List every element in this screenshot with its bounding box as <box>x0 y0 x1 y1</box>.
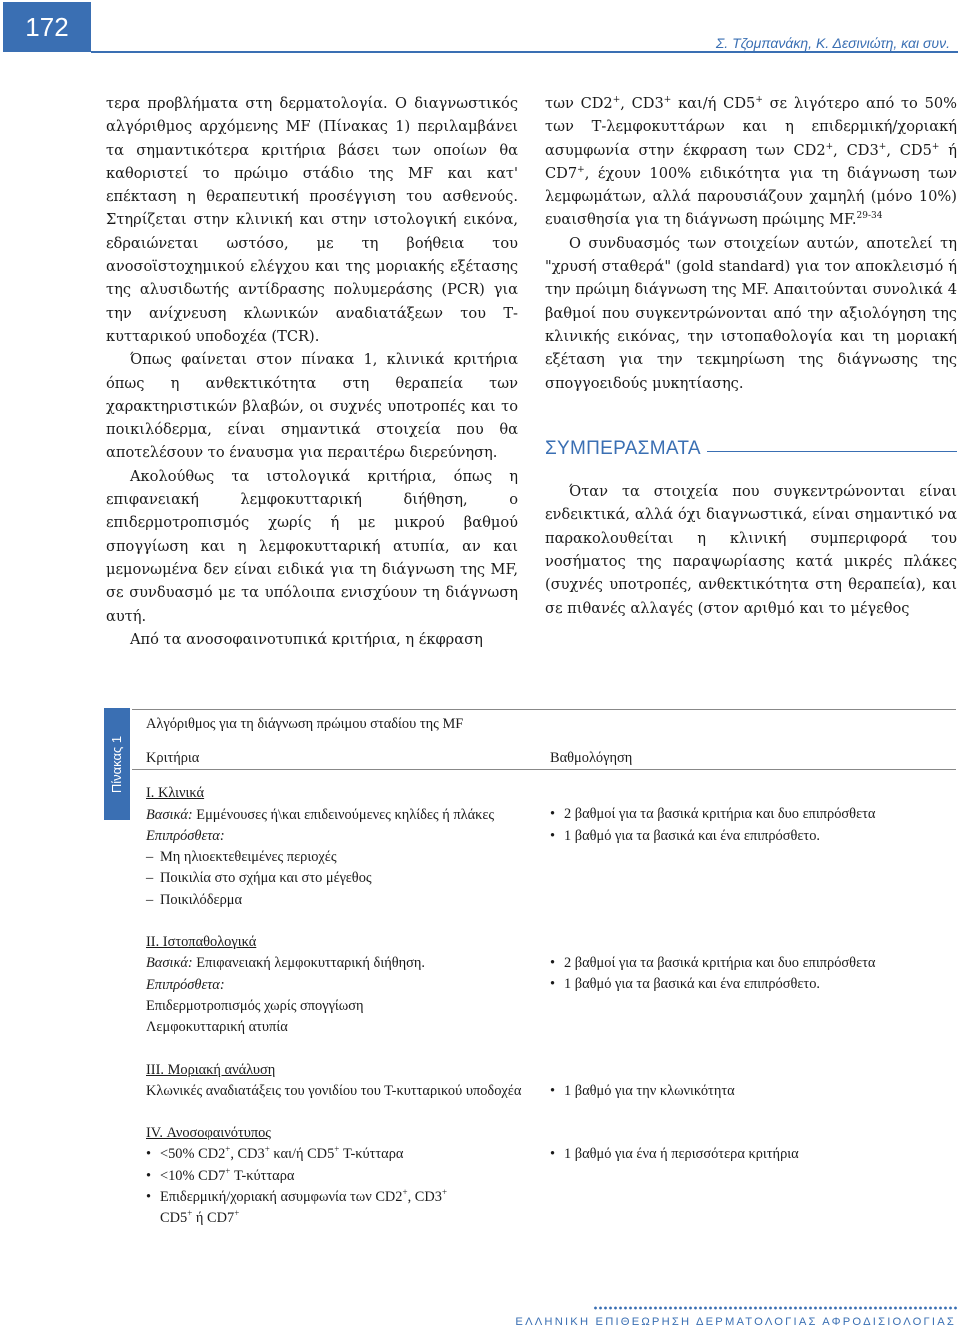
list-item: • Επιδερμική/χοριακή ασυμφωνία των CD2+, CD3+ CD5+ ή CD7+ <box>146 1187 550 1230</box>
cell-text: Κλωνικές αναδιατάξεις του γονιδίου του Τ-κυτταρικού υποδοχέα <box>146 1082 522 1099</box>
heading-rule <box>707 451 957 452</box>
paragraph: Όταν τα στοιχεία που συγκεντρώνονται είναι ενδεικτικά, αλλά όχι διαγνωστικά, είναι σημαντικό να παρακολουθείται η κλινική συμπεριφορά του νοσήματος της παραψωρίασης κατά μικρές πλάκες (συχνές υποτροπές, ανθεκτικότητα στη θεραπεία), και σε πιθανές αλλαγές (στον αριθμό και το μέγεθος <box>545 483 957 617</box>
paragraph: τερα προβλήματα στη δερματολογία. Ο διαγνωστικός αλγόριθμος αρχόμενης MF (Πίνακας 1) περιλαμβάνει τα σημαντικότερα κριτήρια βάσει των οποίων θα καθοριστεί το πρώιμο στάδιο της MF και κατ' επέκταση η θεραπευτική προσέγγιση του ασθενούς. Στηρίζεται στην κλινική και στην ιστολογική εικόνα, εδραιώνεται ωστόσο, με τη βοήθεια του ανοσοϊστοχημικού ελέγχου και της μοριακής εξέτασης της αλυσιδωτής αντίδρασης πολυμεράσης (PCR) για την ανίχνευση κλωνικών αναδιατάξεων του Τ-κυτταρικού υποδοχέα (TCR). <box>106 95 518 345</box>
row-title: IV. Ανοσοφαινότυπος <box>146 1125 271 1142</box>
paragraph: Ακολούθως τα ιστολογικά κριτήρια, όπως η επιφανειακή λεμφοκυτταρική διήθηση, ο επιδερμοτροπισμός χωρίς ή με μικρού βαθμού σπογγίωση και η λεμφοκυτταρική ατυπία, αν και μεμονωμένα δεν είναι ειδικά για τη διάγνωση της MF, σε συνδυασμό με τα υπόλοιπα ενισχύουν τη διάγνωση αυτή. <box>106 467 518 625</box>
footer-dotted-rule <box>593 1305 958 1311</box>
list-item: • <10% CD7+ Τ-κύτταρα <box>146 1166 550 1187</box>
paragraph: Ο συνδυασμός των στοιχείων αυτών, αποτελεί τη "χρυσή σταθερά" (gold standard) για τον αποκλεισμό ή την πρώιμη διάγνωση της MF. Απαιτούνται συνολικά 4 βαθμοί που συγκεντρώνονται από την αξιολόγηση της κλινικής εικόνας, την ιστοπαθολογία και τη μοριακή εξέταση για την τεκμηρίωση της διάγνωσης της σπογγοειδούς μυκητίασης. <box>545 234 957 392</box>
score-item: • 2 βαθμοί για τα βασικά κριτήρια και δυο επιπρόσθετα <box>550 953 954 974</box>
left-column <box>106 92 518 651</box>
list-item: • <50% CD2+, CD3+ και/ή CD5+ Τ-κύτταρα <box>146 1144 550 1165</box>
score-item: • 1 βαθμό για τα βασικά και ένα επιπρόσθετο. <box>550 974 954 995</box>
column-header-scoring: Βαθμολόγηση <box>550 749 633 766</box>
section-heading: ΣΥΜΠΕΡΑΣΜΑΤΑ <box>545 437 957 460</box>
citation: 29-34 <box>856 211 883 222</box>
table-row-histo: II. Ιστοπαθολογικά Βασικά: Επιφανειακή λεμφοκυτταρική διήθηση. Επιπρόσθετα: Επιδερμοτροπισμός χωρίς σπογγίωση Λεμφοκυτταρική ατυπία • 2 βαθμοί για τα βασικά κριτήρια και δυο επιπρόσθετα • 1 βαθμό για τα βασικά και ένα επιπρόσθετο. <box>146 932 954 1038</box>
table-label-tab: Πίνακας 1 <box>104 708 130 820</box>
row-title: III. Μοριακή ανάλυση <box>146 1061 276 1078</box>
row-title: I. Κλινικά <box>146 785 205 802</box>
table-row-immuno <box>146 1123 954 1229</box>
score-item: • 1 βαθμό για την κλωνικότητα <box>550 1081 954 1102</box>
list-item: Λεμφοκυτταρική ατυπία <box>146 1019 288 1036</box>
score-item: • 1 βαθμό για τα βασικά και ένα επιπρόσθετο. <box>550 826 954 847</box>
score-item: • 2 βαθμοί για τα βασικά κριτήρια και δυο επιπρόσθετα <box>550 804 954 825</box>
running-head: Σ. Τζομπανάκη, Κ. Δεσινιώτη, και συν. <box>715 35 950 51</box>
table-caption: Αλγόριθμος για τη διάγνωση πρώιμου σταδίου της MF <box>146 716 464 732</box>
journal-name: ΕΛΛΗΝΙΚΗ ΕΠΙΘΕΩΡΗΣΗ ΔΕΡΜΑΤΟΛΟΓΙΑΣ ΑΦΡΟΔΙΣΙΟΛΟΓΙΑΣ <box>515 1316 956 1328</box>
paragraph: των CD2+, CD3+ και/ή CD5+ σε λιγότερο από το 50% των Τ-λεμφοκυττάρων και η επιδερμική/χοριακή ασυμφωνία στην έκφραση των CD2+, CD3+, CD5+ ή CD7+, έχουν 100% ειδικότητα για τη διάγνωση των λεμφωμάτων, αλλά παρουσιάζουν χαμηλή (μόνο 10%) ευαισθησία για τη διάγνωση πρώιμης MF.$^{29-34}$ <box>545 95 958 229</box>
criteria-table <box>146 712 954 1230</box>
list-item: – Ποικιλόδερμα <box>146 891 243 908</box>
list-item: – Ποικιλία στο σχήμα και στο μέγεθος <box>146 870 372 887</box>
table-top-rule <box>132 709 956 710</box>
paragraph: Όπως φαίνεται στον πίνακα 1, κλινικά κριτήρια όπως η ανθεκτικότητα στη θεραπεία των χαρακτηριστικών βλαβών, οι συχνές υποτροπές και το ποικιλόδερμα, είναι σημαντικά στοιχεία που θα αποτελέσουν το έναυσμα για περαιτέρω διερεύνηση. <box>106 351 518 462</box>
list-item: Επιδερμοτροπισμός χωρίς σπογγίωση <box>146 997 364 1014</box>
table-row-clinical: I. Κλινικά Βασικά: Εμμένουσες ή\και επιδεινούμενες κηλίδες ή πλάκες Επιπρόσθετα: – Μη ηλιοεκτεθειμένες περιοχές – Ποικιλία στο σχήμα και στο μέγεθος – Ποικιλόδερμα • 2 βαθμοί για τα βασικά κριτήρια και δυο επιπρόσθετα • 1 βαθμό για τα βασικά και ένα επιπρόσθετο. <box>146 783 954 911</box>
right-column <box>545 92 957 620</box>
paragraph: Από τα ανοσοφαινοτυπικά κριτήρια, η έκφραση <box>130 630 483 648</box>
column-header-criteria: Κριτήρια <box>146 749 200 766</box>
list-item: – Μη ηλιοεκτεθειμένες περιοχές <box>146 849 337 866</box>
table-row-molecular <box>146 1060 954 1103</box>
table-header <box>146 739 954 777</box>
score-item: • 1 βαθμό για ένα ή περισσότερα κριτήρια <box>550 1144 954 1165</box>
page-number: 172 <box>3 2 91 52</box>
row-title: II. Ιστοπαθολογικά <box>146 934 257 951</box>
header-rule <box>91 51 958 53</box>
